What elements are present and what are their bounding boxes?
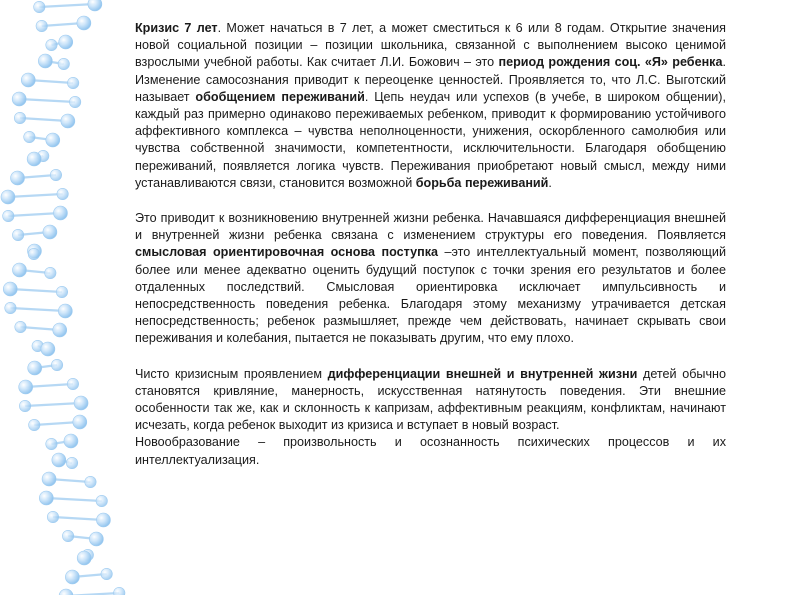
dna-node (96, 495, 107, 506)
dna-node (88, 0, 102, 11)
dna-node (47, 511, 58, 522)
text-segment: Новообразование – произвольность и осознанность психических процессов и их интеллектуализация. (135, 435, 726, 467)
dna-node (28, 361, 42, 375)
dna-node (77, 551, 91, 565)
dna-rung (10, 289, 62, 292)
dna-node (43, 225, 57, 239)
text-segment: детей обычно становятся кривляние, манерность, искусственная натянутость поведения. Эти внешние особенности так же, как и склонность к капризам, аффективным реакциям, конфликтам, начинают исчезать, когда ребенок выходит из кризиса и вступает в новый возраст. (135, 366, 726, 433)
dna-node (38, 54, 52, 68)
term-generalization-experiences: обобщением переживаний (195, 89, 365, 104)
dna-node (52, 453, 66, 467)
dna-node (41, 342, 55, 356)
dna-node (61, 114, 75, 128)
dna-rung (25, 403, 81, 406)
dna-node (29, 419, 40, 430)
term-differentiation: дифференциации внешней и внутренней жизни (327, 366, 638, 381)
dna-node (77, 16, 91, 30)
dna-node (28, 248, 39, 259)
dna-node (15, 321, 26, 332)
dna-node (19, 400, 30, 411)
dna-node (66, 457, 77, 468)
dna-node (51, 359, 62, 370)
dna-node (73, 415, 87, 429)
dna-node (1, 190, 15, 204)
paragraph-inner-life (135, 210, 726, 348)
dna-node (34, 1, 45, 12)
dna-node (114, 587, 125, 595)
dna-rung (10, 308, 65, 311)
dna-node (64, 434, 78, 448)
text-segment: . Может начаться в 7 лет, а может сместиться к 6 или 8 годам. Открытие значения новой социальной позиции – позиции школьника, связанной с выполнением высоко ценимой взрослыми учебной работы. Как считает Л.И. Божович – это (135, 21, 726, 70)
dna-node (65, 570, 79, 584)
term-semantic-orientation: смысловая ориентировочная основа поступка (135, 245, 439, 260)
dna-node (42, 472, 56, 486)
dna-node (19, 380, 33, 394)
dna-node (53, 323, 67, 337)
dna-node (85, 476, 96, 487)
dna-node (36, 20, 47, 31)
term-struggle-experiences: борьба переживаний (415, 175, 549, 190)
dna-rung (8, 194, 63, 197)
dna-node (58, 58, 69, 69)
dna-rungs (8, 4, 122, 595)
dna-rung (8, 213, 60, 216)
dna-node (24, 131, 35, 142)
dna-rung (46, 498, 101, 501)
dna-node (5, 302, 16, 313)
dna-node (46, 39, 57, 50)
dna-node (21, 73, 35, 87)
dna-node (50, 169, 61, 180)
dna-node (59, 589, 73, 595)
dna-nodes (1, 0, 129, 595)
dna-node (12, 92, 26, 106)
dna-node (27, 152, 41, 166)
dna-node (46, 133, 60, 147)
text-content (135, 20, 726, 469)
dna-helix-decoration (0, 0, 135, 595)
dna-rung (39, 4, 95, 7)
dna-node (69, 96, 80, 107)
dna-node (12, 229, 23, 240)
dna-node (39, 491, 53, 505)
dna-node (11, 171, 25, 185)
dna-node (56, 286, 67, 297)
term-crisis-7: Кризис 7 лет (135, 21, 218, 35)
dna-node (89, 532, 103, 546)
text-segment: . Цепь неудач или успехов (в учебе, в широком общении), каждый раз примерно одинаково переживаемых ребенком, приводит к формированию устойчивого аффективного комплекса – чувства неполноценности, унижения, оскорбленного самолюбия или чувства собственной значимости, компетентности, исключительности. Благодаря обобщению переживаний, появляется логика чувств. Переживания приобретают новый смысл, между ними устанавливаются связи, становится возможной (135, 89, 726, 190)
dna-node (58, 304, 72, 318)
dna-rung (53, 517, 103, 520)
dna-node (3, 282, 17, 296)
paragraph-crisis-manifestation (135, 366, 726, 435)
dna-node (14, 112, 25, 123)
term-social-self: период рождения соц. «Я» ребенка (498, 55, 723, 70)
dna-node (74, 396, 88, 410)
dna-node (57, 188, 68, 199)
text-segment: . (548, 175, 552, 190)
dna-node (3, 210, 14, 221)
text-segment: Чисто кризисным проявлением (135, 366, 328, 381)
dna-node (67, 378, 78, 389)
dna-node (62, 530, 73, 541)
dna-node (12, 263, 26, 277)
dna-node (96, 513, 110, 527)
paragraph-neoformation (135, 434, 726, 468)
dna-node (46, 438, 57, 449)
dna-node (101, 568, 112, 579)
text-segment: –это интеллектуальный момент, позволяющий более или менее адекватно оценить будущий поступок с точки зрения его результатов и более отдаленных последствий. Смысловая ориентировка исключает импульсивность и непосредственность поведения ребенка. Благодаря этому механизму утрачивается детская непосредственность; ребенок размышляет, прежде чем действовать, начинает скрывать свои переживания и колебания, пытается не показывать другим, что ему плохо. (135, 245, 726, 346)
text-segment: . Изменение самосознания приводит к переоценке ценностей. Проявляется то, что Л.С. Выготский называет (135, 55, 726, 104)
text-segment: Это приводит к возникновению внутренней жизни ребенка. Начавшаяся дифференциация внешней и внутренней жизни ребенка связана с изменением структуры его поведения. Появляется (135, 211, 726, 243)
dna-node (53, 206, 67, 220)
dna-node (67, 77, 78, 88)
dna-node (59, 35, 73, 49)
dna-rung (19, 99, 75, 102)
paragraph-crisis-7 (135, 20, 726, 192)
dna-node (45, 267, 56, 278)
